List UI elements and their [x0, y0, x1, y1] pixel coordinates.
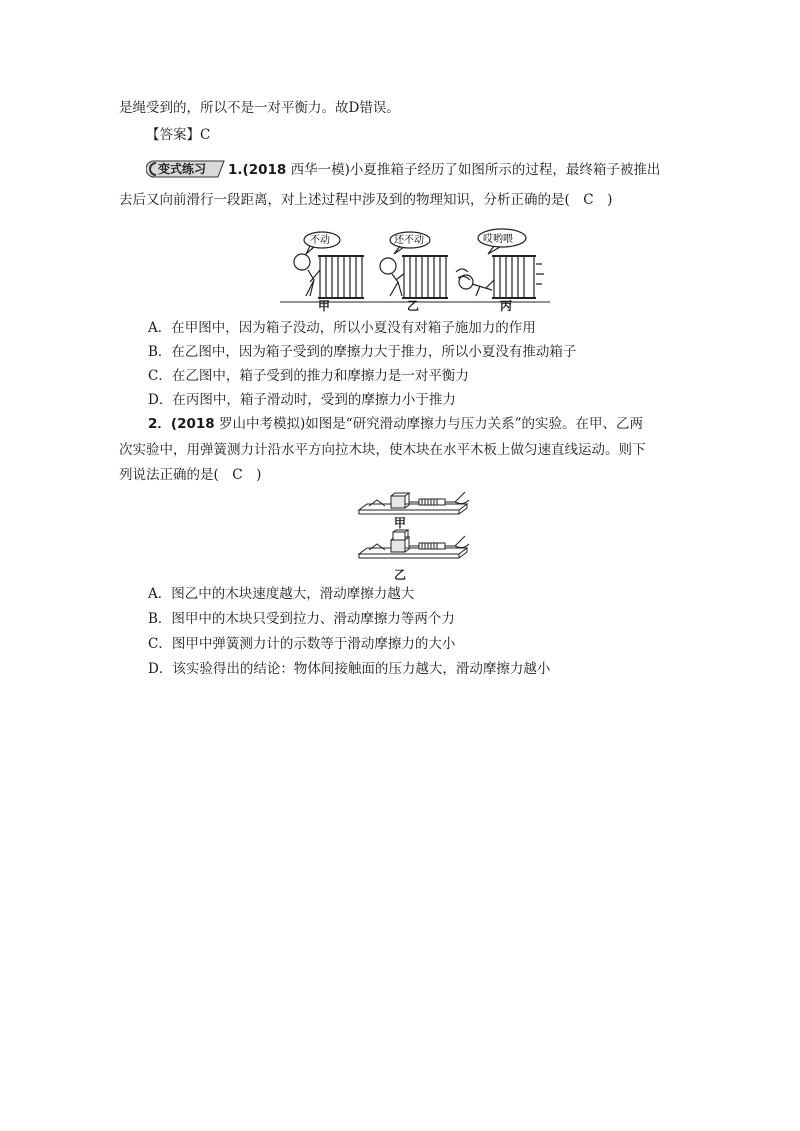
q1-text1: 小夏推箱子经历了如图所示的过程，最终箱子被推出: [349, 162, 661, 178]
q2-caption-2: 乙: [394, 568, 407, 582]
q1-line1: [228, 160, 660, 180]
q1-bubble-2: 还不动: [394, 235, 424, 246]
section-badge-label: 变式练习: [158, 162, 207, 176]
q2-option-c: C．图甲中弹簧测力计的示数等于滑动摩擦力的大小: [148, 636, 456, 652]
q1-source: 西华一模): [290, 162, 350, 178]
q2-option-a: A．图乙中的木块速度越大，滑动摩擦力越大: [148, 586, 415, 602]
q2-number: 2．: [148, 416, 171, 432]
q1-caption-1: 甲: [318, 299, 331, 313]
q2-option-b: B．图甲中的木块只受到拉力、滑动摩擦力等两个力: [148, 611, 455, 627]
q1-bubble-1: 不动: [310, 235, 330, 246]
q1-option-c: C．在乙图中，箱子受到的推力和摩擦力是一对平衡力: [148, 368, 469, 384]
q1-bubble-3: 哎哟喂: [483, 234, 513, 245]
q2-text1: 如图是“研究滑动摩擦力与压力关系”的实验。在甲、乙两: [305, 416, 644, 432]
section-badge: [146, 160, 226, 178]
q1-option-a: A．在甲图中，因为箱子没动，所以小夏没有对箱子施加力的作用: [148, 320, 536, 336]
q1-source-year: (2018: [242, 162, 287, 178]
q2-caption-1: 甲: [394, 516, 407, 530]
q2-figure: [355, 488, 475, 572]
q1-caption-3: 丙: [500, 299, 513, 313]
intro-line: 是绳受到的，所以不是一对平衡力。故D错误。: [119, 100, 400, 116]
q2-line1: [148, 414, 643, 434]
q2-text2: 次实验中，用弹簧测力计沿水平方向拉木块，使木块在水平木板上做匀速直线运动。则下: [119, 442, 646, 458]
q2-source-year: (2018: [170, 416, 215, 432]
q1-option-b: B．在乙图中，因为箱子受到的摩擦力大于推力，所以小夏没有推动箱子: [148, 344, 577, 360]
q1-text2: 去后又向前滑行一段距离，对上述过程中涉及到的物理知识，分析正确的是( C ): [119, 192, 613, 208]
q1-caption-2: 乙: [407, 299, 420, 313]
q1-number: 1.: [228, 162, 243, 178]
q2-source: 罗山中考模拟): [218, 416, 306, 432]
answer-line: 【答案】C: [146, 127, 211, 143]
q2-text3: 列说法正确的是( C ): [119, 467, 262, 483]
q1-option-d: D．在丙图中，箱子滑动时，受到的摩擦力小于推力: [148, 392, 456, 408]
q2-option-d: D．该实验得出的结论：物体间接触面的压力越大，滑动摩擦力越小: [148, 661, 551, 677]
